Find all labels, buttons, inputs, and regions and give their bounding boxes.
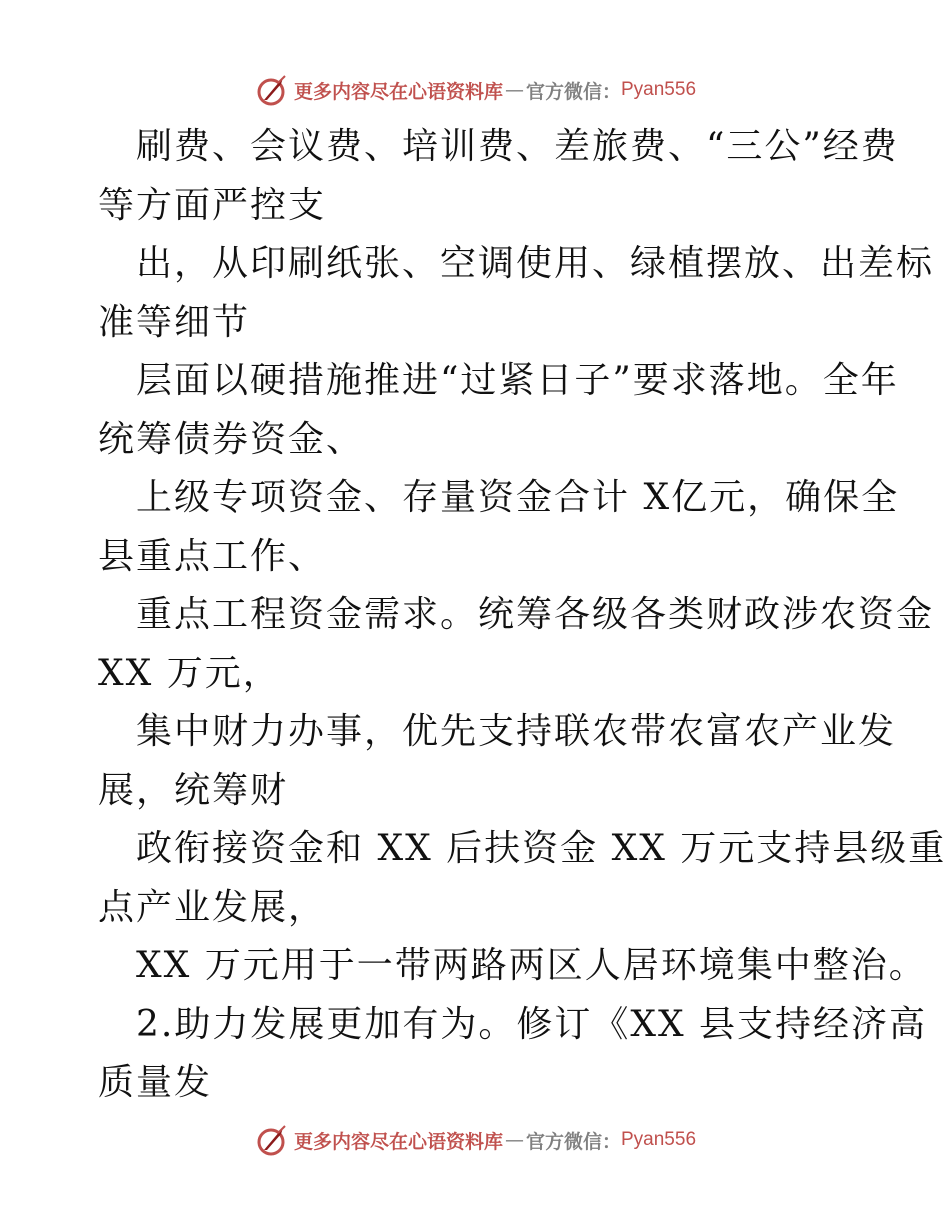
banner-wechat-id: Pyan556 bbox=[621, 1129, 697, 1150]
footer-banner bbox=[0, 1120, 950, 1160]
paragraph-line-second: 等方面严控支 bbox=[98, 184, 327, 226]
paragraph-line-first: 政衔接资金和 XX 后扶资金 XX 万元支持县级重 bbox=[136, 828, 947, 869]
banner-site-text: 更多内容尽在心语资料库 bbox=[293, 1130, 503, 1153]
quill-pen-logo-icon bbox=[254, 73, 288, 107]
paragraph-line-first: 集中财力办事，优先支持联农带农富农产业发 bbox=[136, 711, 897, 752]
paragraph-line-second: 准等细节 bbox=[98, 301, 251, 343]
banner-wechat-label: 官方微信： bbox=[525, 1130, 621, 1153]
paragraph bbox=[98, 469, 900, 586]
banner-wechat-label: 官方微信： bbox=[525, 80, 621, 103]
paragraph-line-first: 刷费、会议费、培训费、差旅费、“三公”经费 bbox=[136, 126, 899, 167]
banner-wechat-id: Pyan556 bbox=[621, 79, 697, 100]
paragraph-line-first: 出，从印刷纸张、空调使用、绿植摆放、出差标 bbox=[136, 243, 935, 284]
paragraph-line-first: 上级专项资金、存量资金合计 X亿元，确保全 bbox=[136, 477, 900, 518]
banner-site-text: 更多内容尽在心语资料库 bbox=[293, 80, 503, 103]
paragraph bbox=[98, 996, 928, 1113]
paragraph bbox=[98, 235, 935, 352]
paragraph-line-second: 展，统筹财 bbox=[98, 769, 289, 811]
paragraph-line-first: XX 万元用于一带两路两区人居环境集中整治。 bbox=[136, 945, 927, 986]
paragraph-line-second: 点产业发展， bbox=[98, 886, 327, 928]
document-body bbox=[98, 118, 947, 1113]
paragraph-line-second: 统筹债券资金、 bbox=[98, 418, 365, 460]
header-banner bbox=[0, 70, 950, 110]
paragraph-line-second: 质量发 bbox=[98, 1062, 213, 1103]
paragraph bbox=[98, 937, 927, 996]
paragraph bbox=[98, 703, 897, 820]
paragraph bbox=[98, 352, 899, 469]
quill-pen-logo-icon bbox=[254, 1123, 288, 1157]
paragraph-line-second: 县重点工作、 bbox=[98, 535, 327, 577]
paragraph bbox=[98, 820, 947, 937]
banner-dash: — bbox=[504, 79, 524, 101]
paragraph-line-first: 2.助力发展更加有为。修订《XX 县支持经济高 bbox=[136, 1003, 928, 1045]
paragraph bbox=[98, 586, 935, 703]
paragraph-line-first: 重点工程资金需求。统筹各级各类财政涉农资金 bbox=[136, 594, 935, 635]
banner-dash: — bbox=[504, 1129, 524, 1151]
paragraph bbox=[98, 118, 899, 235]
paragraph-line-second: XX 万元， bbox=[98, 652, 281, 694]
paragraph-line-first: 层面以硬措施推进“过紧日子”要求落地。全年 bbox=[136, 360, 899, 401]
